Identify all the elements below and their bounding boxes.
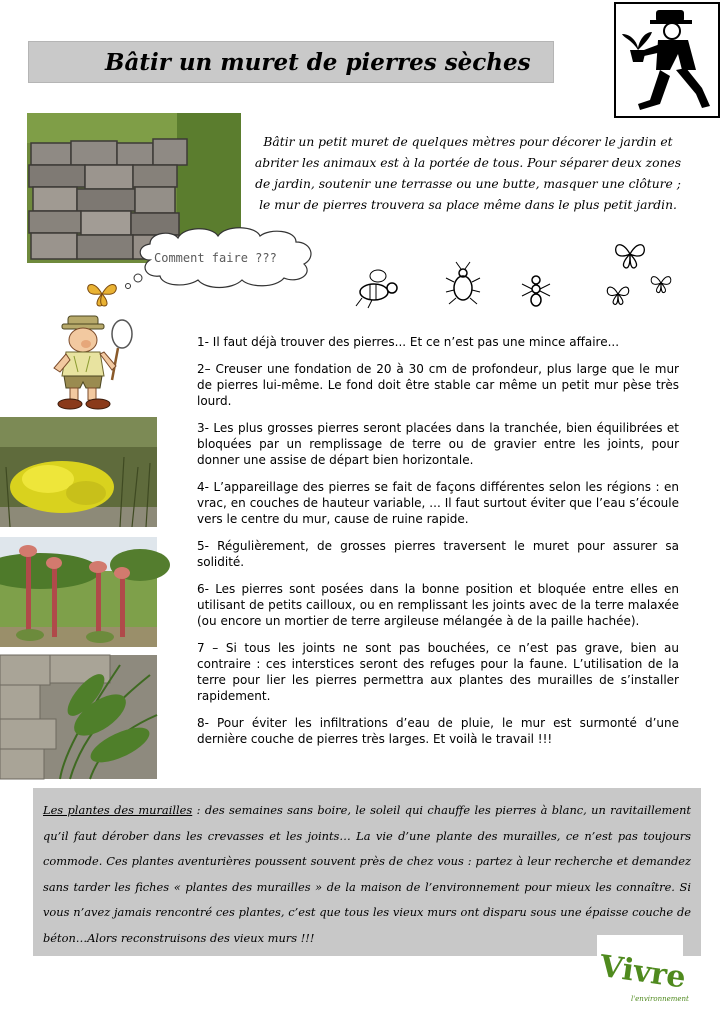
yellow-sedum-photo [0,417,157,527]
fern-wall-photo [0,655,157,779]
step-item: 4- L’appareillage des pierres se fait de façons différentes selon les régions : en vrac, en couches de hauteur variable, ... Il faut surtout éviter que l’eau s’écoule vers le centre du mur, cause de ruine rapide. [197,480,679,526]
step-item: 5- Régulièrement, de grosses pierres traversent le muret pour assurer sa solidité. [197,539,679,569]
step-item: 7 – Si tous les joints ne sont pas bouchées, ce n’est pas grave, bien au contraire : ces interstices seront des refuges pour la faune. L’utilisation de la terre pour lier les pierres permettra aux plantes des murailles de s’installer rapidement. [197,641,679,703]
sempervivum-photo [0,537,157,647]
explorer-cartoon [38,276,148,412]
beetle-icon [444,260,482,306]
butterfly-icon [612,238,648,270]
plants-box [33,788,701,956]
bee-icon [352,266,402,312]
step-item: 1- Il faut déjà trouver des pierres... Et ce n’est pas une mince affaire... [197,335,620,349]
logo-word: Vivre [597,948,688,996]
ant-icon [518,272,554,308]
steps-list [197,334,679,758]
butterfly-small-icon [648,272,674,294]
plants-body: : des semaines sans boire, le soleil qui chauffe les pierres à blanc, un ravitaillement qu’il faut dérober dans les crevasses et les joints… La vie d’une plante des murailles, ce n’est pas toujours commode. Ces plantes aventurières poussent souvent près de chez vous : partez à leur recherche et demandez sans tarder les fiches « plantes des murailles » de la maison de l’environnement pour mieux les connaître. Si vous n’avez jamais rencontré ces plantes, c’est que tous les vieux murs ont disparu sous une épaisse couche de béton…Alors reconstruisons des vieux murs !!! [43,803,691,945]
page-title: Bâtir un muret de pierres sèches [105,49,531,76]
intro-paragraph: Bâtir un petit muret de quelques mètres pour décorer le jardin et abriter les animaux est à la portée de tous. Pour séparer deux zones de jardin, soutenir une terrasse ou une butte, masquer une clôture ; le mur de pierres trouvera sa place même dans le plus petit jardin. [254,135,682,212]
step-item: 3- Les plus grosses pierres seront placées dans la tranchée, bien équilibrées et bloquées par un remplissage de terre ou de gravier entre les joints, pour donner une assise de départ bien horizontale. [197,421,679,467]
butterfly-small-icon [604,282,632,306]
gardener-logo [614,2,720,118]
bubble-text: Comment faire ??? [154,251,277,265]
title-bar [28,41,554,83]
plants-paragraph [43,798,691,951]
step-item: 8- Pour éviter les infiltrations d’eau de pluie, le mur est surmonté d’une dernière couche de pierres très larges. Et voilà le travail !!! [197,716,679,746]
step-item: 2– Creuser une fondation de 20 à 30 cm de profondeur, plus large que le mur de pierres lui-même. Le fond doit être stable car même un petit mur pèse très lourd. [197,362,679,408]
vivre-logo [597,935,689,1007]
step-item: 6- Les pierres sont posées dans la bonne position et bloquée entre elles en utilisant de petits cailloux, ou en remplissant les joints avec de la terre malaxée (ou encore un mortier de terre argileuse mélangée à de la paille hachée). [197,582,679,628]
gardener-icon [616,4,718,116]
plants-lead: Les plantes des murailles [43,803,193,817]
logo-tagline: l'environnement [631,995,689,1003]
